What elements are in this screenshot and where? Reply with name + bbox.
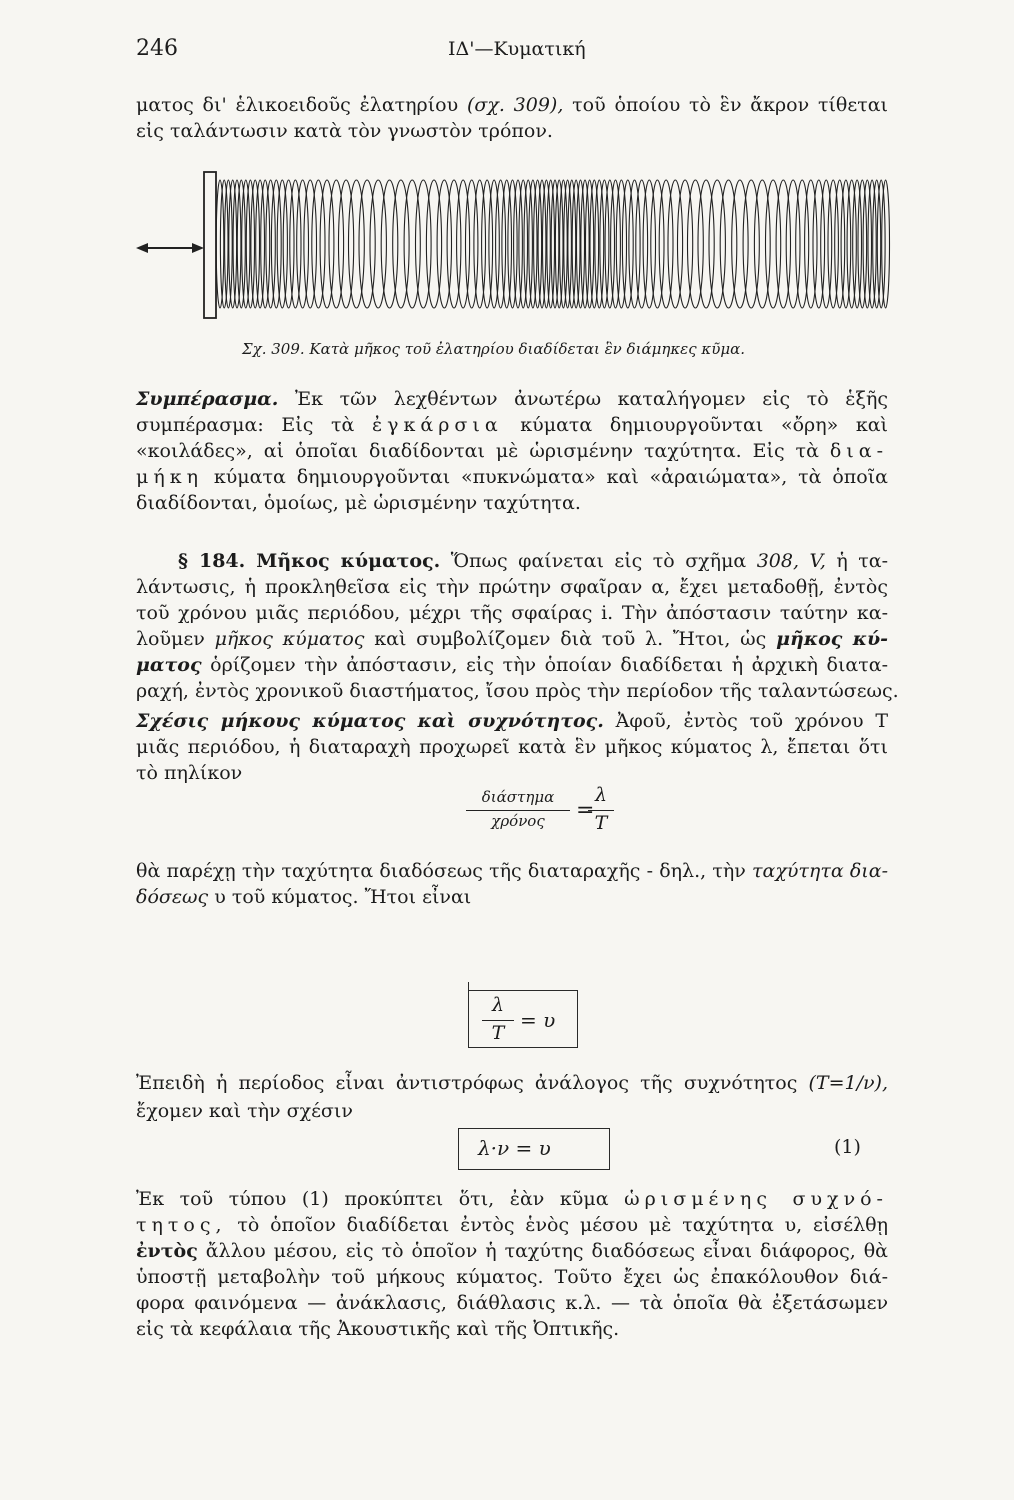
spring-coil [256, 180, 265, 308]
after-formula-line-2: δόσεως υ τοῦ κύματος. Ἤτοι εἶναι [136, 886, 472, 908]
intro-line-2: εἰς ταλάντωσιν κατὰ τὸν γνωστὸν τρόπον. [136, 120, 553, 142]
spring-coil [519, 180, 528, 308]
spring-coil [821, 180, 832, 308]
formula-equals: = [576, 798, 595, 823]
spring-coil [595, 180, 604, 308]
final-line-4: ὑποστῇ μεταβολὴν τοῦ μήκους κύματος. Τοῦτο ἔχει ὡς ἐπακόλουθον διά- [136, 1266, 888, 1288]
spring-coil [678, 180, 693, 308]
spring-coil [813, 180, 825, 308]
equation-number: (1) [834, 1136, 861, 1158]
spring-coil [828, 180, 838, 308]
section-184-line-5: ματος ὁρίζομεν τὴν ἀπόστασιν, εἰς τὴν ὁποίαν διαδίδεται ἡ ἀρχικὴ διατα- [136, 654, 888, 676]
spring-coil [514, 180, 523, 308]
conclusion-line-3: «κοιλάδες», αἱ ὁποῖαι διαδίδονται μὲ ὡρισμένην ταχύτητα. Εἰς τὰ δια- [136, 440, 888, 462]
double-arrow-right-head [192, 243, 204, 253]
spring-coil [863, 180, 871, 308]
spring-coil [474, 180, 486, 308]
spring-coil [853, 180, 862, 308]
spring-coil [659, 180, 673, 308]
spring-coil [261, 180, 270, 308]
formula-bar-words [466, 810, 570, 811]
spring-coil [643, 180, 655, 308]
spring-coil [611, 180, 621, 308]
spring-coil [290, 180, 301, 308]
section-number: § 184. [178, 550, 246, 572]
spring-coil [835, 180, 845, 308]
spring-coil [283, 180, 294, 308]
spring-end-plate [204, 172, 216, 318]
final-line-1: Ἐκ τοῦ τύπου (1) προκύπτει ὅτι, ἐὰν κῦμα ὡρισμένης συχνό- [136, 1188, 888, 1210]
formula-1-expression: λ·ν = υ [478, 1136, 551, 1160]
formula-den-word: χρόνος [491, 812, 545, 830]
conclusion-line-1: Συμπέρασμα. Ἐκ τῶν λεχθέντων ἀνωτέρω καταλήγομεν εἰς τὸ ἑξῆς [136, 388, 888, 410]
relation-heading: Σχέσις μήκους κύματος καὶ συχνότητος. [136, 710, 604, 732]
double-arrow-left-head [136, 243, 148, 253]
velocity-den: T [491, 1022, 505, 1044]
section-184-line-1: § 184. Μῆκος κύματος. Ὅπως φαίνεται εἰς τὸ σχῆμα 308, V, ἡ τα- [178, 550, 889, 572]
velocity-rhs: = υ [520, 1008, 556, 1032]
section-184-line-6: ραχή, ἐντὸς χρονικοῦ διαστήματος, ἴσου πρὸς τὴν περίοδον τῆς ταλαντώσεως. [136, 680, 899, 702]
spring-coil [868, 180, 876, 308]
relation-line-2: μιᾶς περιόδου, ἡ διαταραχὴ προχωρεῖ κατὰ ἓν μῆκος κύματος λ, ἔπεται ὅτι [136, 736, 888, 758]
caption-text: Κατὰ μῆκος τοῦ ἐλατηρίου διαδίδεται ἓν διάμηκες κῦμα. [304, 340, 745, 358]
final-line-3: ἐντὸς ἄλλου μέσου, εἰς τὸ ὁποῖον ἡ ταχύτης διαδόσεως εἶναι διάφορος, θὰ [136, 1240, 888, 1262]
velocity-bar [482, 1020, 514, 1021]
section-184-line-2: λάντωσις, ἡ προκληθεῖσα εἰς τὴν πρώτην σφαῖραν α, ἔχει μεταδοθῇ, ἐντὸς [136, 576, 888, 598]
spring-coil [312, 180, 325, 308]
spring-coil [858, 180, 867, 308]
velocity-num: λ [491, 994, 505, 1016]
final-line-6: εἰς τὰ κεφάλαια τῆς Ἀκουστικῆς καὶ τῆς Ὀπτικῆς. [136, 1318, 620, 1340]
spring-coil [339, 180, 354, 308]
conclusion-line-4: μήκη κύματα δημιουργοῦνται «πυκνώματα» καὶ «ἀραιώματα», τὰ ὁποῖα [136, 466, 888, 488]
section-title: Μῆκος κύματος. [245, 550, 441, 572]
period-line-1: Ἐπειδὴ ἡ περίοδος εἶναι ἀντιστρόφως ἀνάλογος τῆς συχνότητος (T=1/ν), [136, 1072, 888, 1094]
section-184-line-4: λοῦμεν μῆκος κύματος καὶ συμβολίζομεν διὰ τοῦ λ. Ἤτοι, ὡς μῆκος κύ- [136, 628, 889, 650]
figure-caption [242, 336, 862, 362]
spring-coil [277, 180, 287, 308]
spring-coil [297, 180, 309, 308]
running-head: ΙΔ'—Κυματική [448, 38, 586, 60]
intro-line-1: ματος δι' ἑλικοειδοῦς ἐλατηρίου (σχ. 309), τοῦ ὁποίου τὸ ἓν ἄκρον τίθεται [136, 94, 888, 116]
formula-den-symbol: T [594, 812, 608, 834]
page-number: 246 [136, 36, 178, 61]
spring-coil [688, 180, 704, 308]
spring-coil [605, 180, 614, 308]
spring-coil [489, 180, 499, 308]
formula-num-symbol: λ [594, 784, 608, 806]
period-line-2: ἔχομεν καὶ τὴν σχέσιν [136, 1100, 353, 1122]
spring-coil [600, 180, 609, 308]
formula-num-word: διάστημα [481, 788, 555, 806]
relation-line-3: τὸ πηλίκον [136, 762, 243, 784]
spring-coil [271, 180, 281, 308]
spring-coil [668, 180, 683, 308]
spring-coil [329, 180, 344, 308]
spring-coil [847, 180, 856, 308]
section-184-line-3: τοῦ χρόνου μιᾶς περιόδου, μέχρι τῆς σφαίρας i. Τὴν ἀπόστασιν ταύτην κα- [136, 602, 888, 624]
spring-coil [629, 180, 640, 308]
spring-coil [508, 180, 517, 308]
spring-coil [616, 180, 626, 308]
spring-coil [622, 180, 633, 308]
spring-figure [136, 164, 896, 324]
spring-coil [320, 180, 334, 308]
spring-coil [502, 180, 512, 308]
spring-coil [266, 180, 275, 308]
spring-coil [636, 180, 648, 308]
box-left-rule [468, 982, 479, 1046]
conclusion-line-2: συμπέρασμα: Εἰς τὰ ἐγκάρσια κύματα δημιουργοῦνται «ὄρη» καὶ [136, 414, 889, 436]
relation-line-1: Σχέσις μήκους κύματος καὶ συχνότητος. Ἀφοῦ, ἐντὸς τοῦ χρόνου T [136, 710, 888, 732]
spring-coil [841, 180, 851, 308]
conclusion-line-5: διαδίδονται, ὁμοίως, μὲ ὡρισμένην ταχύτητα. [136, 492, 581, 514]
spring-coil [349, 180, 365, 308]
spring-coil [651, 180, 664, 308]
final-line-2: τητος, τὸ ὁποῖον διαδίδεται ἐντὸς ἑνὸς μέσου μὲ ταχύτητα υ, εἰσέλθῃ [136, 1214, 888, 1236]
spring-coil [482, 180, 493, 308]
page-header [136, 36, 896, 66]
spring-coil [524, 180, 532, 308]
spring-coil [590, 180, 599, 308]
final-line-5: φορα φαινόμενα — ἀνάκλασις, διάθλασις κ.λ. — τὰ ὁποῖα θὰ ἐξετάσωμεν [136, 1292, 888, 1314]
formula-bar-symbols [588, 810, 614, 811]
spring-coil [496, 180, 506, 308]
caption-label: Σχ. 309. [242, 340, 305, 358]
spring-coil [304, 180, 317, 308]
spring-coils [216, 180, 889, 308]
after-formula-line-1: θὰ παρέχῃ τὴν ταχύτητα διαδόσεως τῆς διαταραχῆς - δηλ., τὴν ταχύτητα δια- [136, 860, 888, 882]
conclusion-heading: Συμπέρασμα. [136, 388, 279, 410]
